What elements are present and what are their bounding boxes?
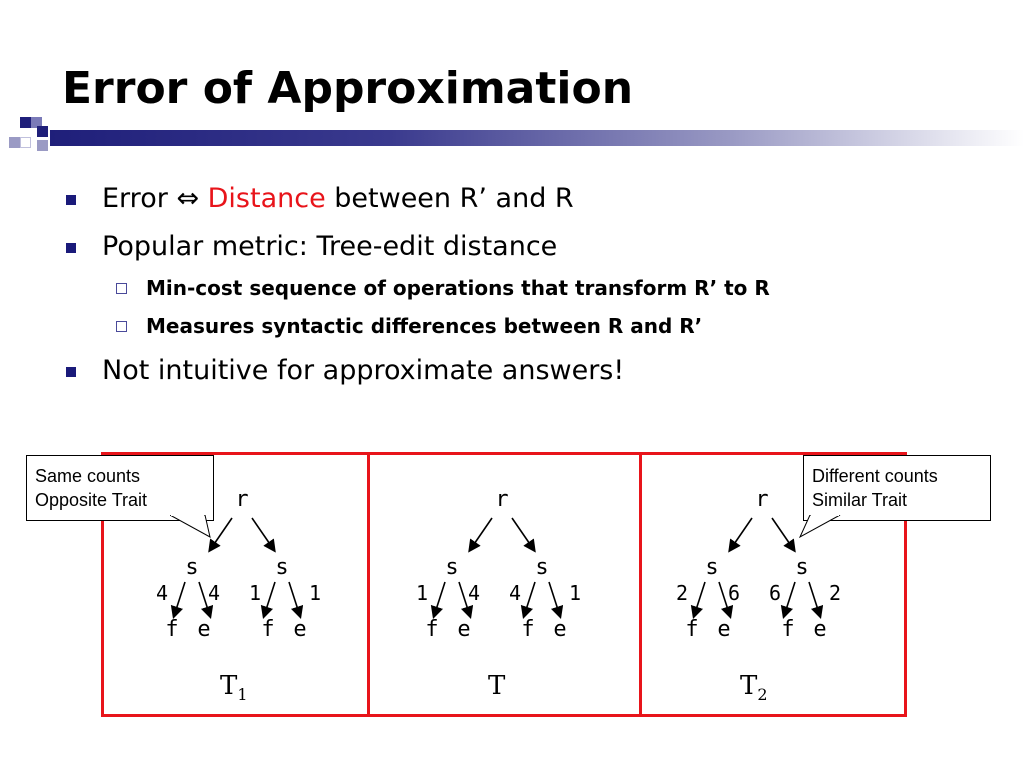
edge-count: 4 (467, 581, 481, 605)
tree-diagram (352, 470, 652, 720)
edge-count: 4 (155, 581, 169, 605)
edge-count: 1 (415, 581, 429, 605)
subbullet-text: Min-cost sequence of operations that transform R’ to R (146, 276, 770, 300)
child-node-right: s (535, 555, 549, 580)
leaf-e: e (197, 617, 211, 642)
hollow-square-bullet-icon (116, 321, 127, 332)
edge-right-e (809, 582, 820, 616)
edge-left-f (174, 582, 185, 616)
square-bullet-icon (66, 195, 76, 205)
callout-different-counts (803, 455, 991, 521)
callout-pointer-left (170, 515, 230, 545)
edge-right-f (784, 582, 795, 616)
callout-line: Same counts (35, 466, 141, 486)
edge-count: 6 (768, 581, 782, 605)
leaf-e: e (553, 617, 567, 642)
highlight-distance: Distance (207, 183, 326, 214)
edge-count: 2 (675, 581, 689, 605)
edge-root-left (730, 518, 752, 550)
edge-root-right (512, 518, 534, 550)
leaf-e: e (813, 617, 827, 642)
bullet-text: between R’ and R (325, 183, 574, 214)
edge-root-right (252, 518, 274, 550)
square-bullet-icon (66, 243, 76, 253)
hollow-square-bullet-icon (116, 283, 127, 294)
callout-pointer-right (795, 515, 855, 545)
edge-count: 6 (727, 581, 741, 605)
callout-same-counts (26, 455, 214, 521)
edge-count: 1 (308, 581, 322, 605)
leaf-f: f (425, 617, 439, 642)
edge-right-f (524, 582, 535, 616)
child-node-left: s (705, 555, 719, 580)
child-node-left: s (185, 555, 199, 580)
root-node: r (495, 487, 509, 512)
equivalence-icon: ⇔ (176, 183, 200, 214)
title-bar (50, 130, 1024, 146)
leaf-f: f (521, 617, 535, 642)
edge-count: 4 (508, 581, 522, 605)
edge-right-f (264, 582, 275, 616)
edge-count: 2 (828, 581, 842, 605)
callout-line: Different counts (812, 466, 938, 486)
subbullet-text: Measures syntactic differences between R and R’ (146, 314, 703, 338)
child-node-left: s (445, 555, 459, 580)
bullet-text: Popular metric: Tree-edit distance (102, 231, 558, 262)
leaf-e: e (457, 617, 471, 642)
slide-title: Error of Approximation (62, 63, 634, 114)
leaf-f: f (165, 617, 179, 642)
edge-count: 4 (207, 581, 221, 605)
edge-left-f (434, 582, 445, 616)
edge-right-e (289, 582, 300, 616)
tree-1 (352, 470, 652, 720)
callout-line: Similar Trait (812, 490, 908, 510)
tree-label: $T_1$ (220, 671, 248, 704)
leaf-f: f (685, 617, 699, 642)
leaf-e: e (717, 617, 731, 642)
tree-label: T (488, 671, 506, 701)
leaf-e: e (293, 617, 307, 642)
callout-line: Opposite Trait (35, 490, 148, 510)
square-bullet-icon (66, 367, 76, 377)
edge-count: 1 (568, 581, 582, 605)
bullet-text: Error (102, 183, 177, 214)
edge-root-left (470, 518, 492, 550)
root-node: r (755, 487, 769, 512)
edge-count: 1 (248, 581, 262, 605)
leaf-f: f (781, 617, 795, 642)
child-node-right: s (275, 555, 289, 580)
root-node: r (235, 487, 249, 512)
child-node-right: s (795, 555, 809, 580)
edge-right-e (549, 582, 560, 616)
tree-label: $T_2$ (740, 671, 768, 704)
edge-left-f (694, 582, 705, 616)
leaf-f: f (261, 617, 275, 642)
edge-root-right (772, 518, 794, 550)
bullet-text: Not intuitive for approximate answers! (102, 355, 625, 386)
